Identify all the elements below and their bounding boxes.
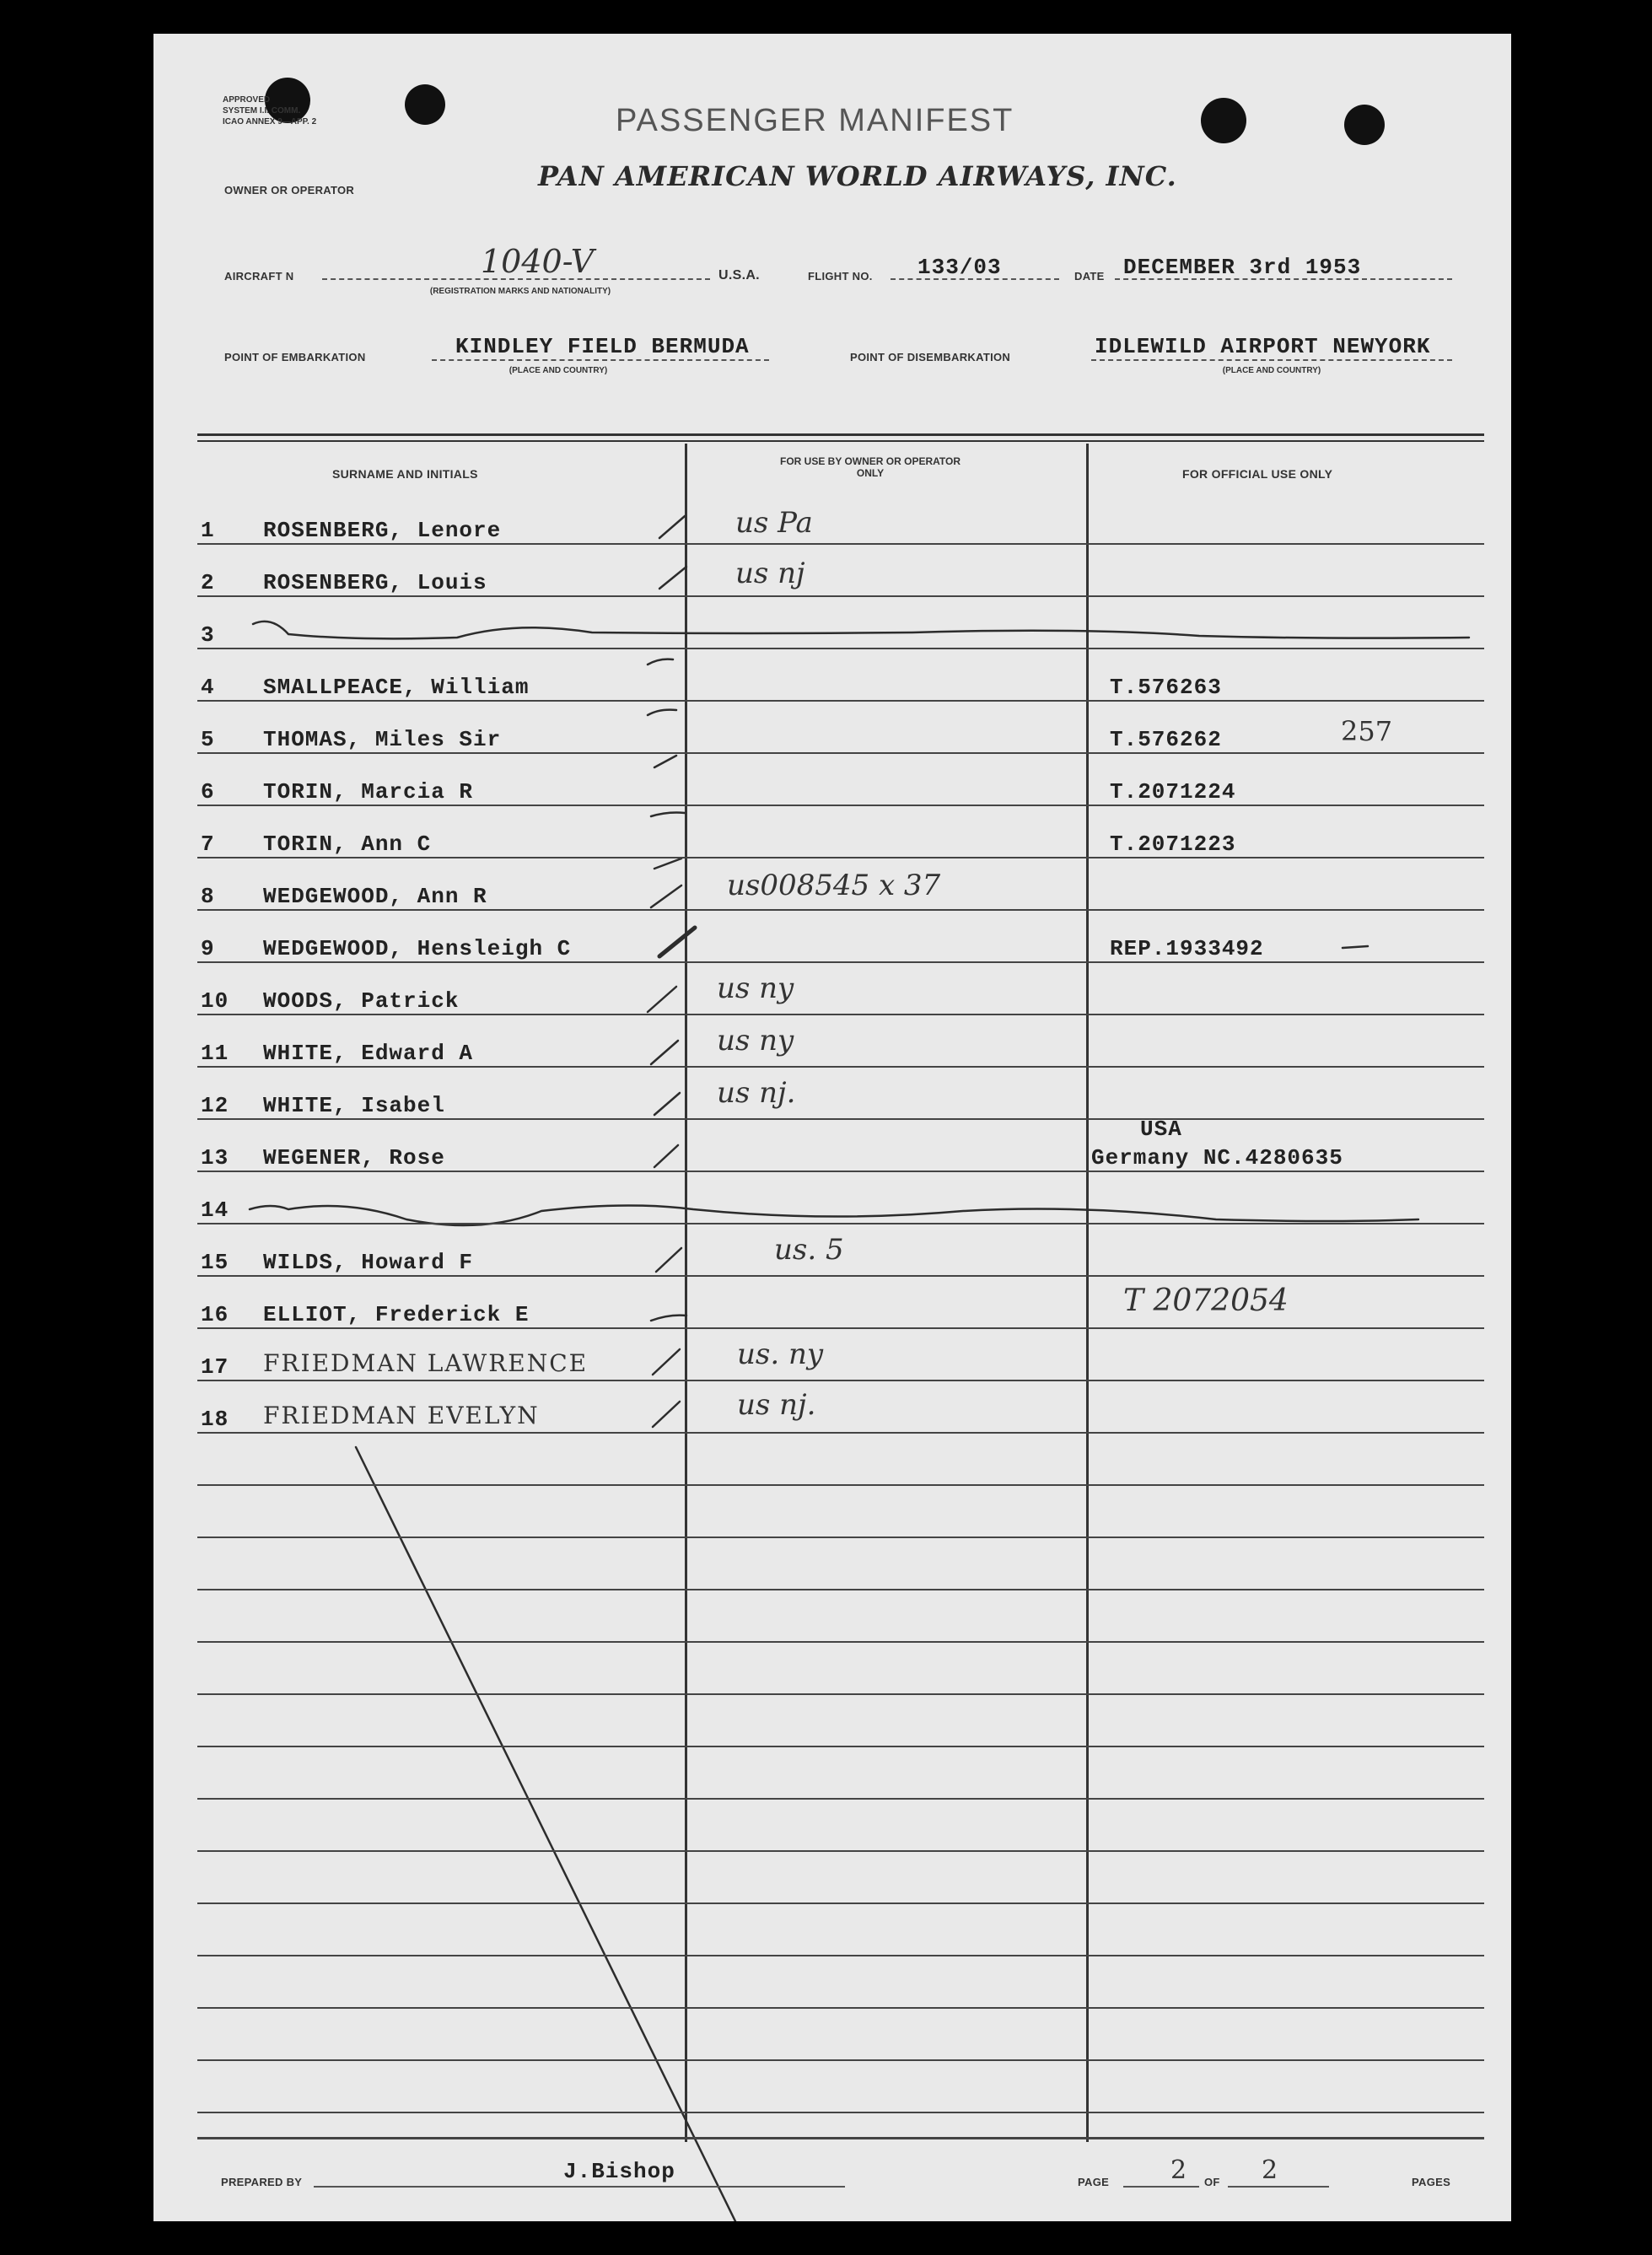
passenger-name: WEDGEWOOD, Hensleigh C [263,936,572,961]
embarkation-caption: (PLACE AND COUNTRY) [509,366,608,375]
passenger-name: FRIEDMAN LAWRENCE [263,1349,589,1377]
row-number: 7 [201,831,215,857]
owner-note: us nj [735,557,805,590]
table-rule [197,752,1484,754]
check-mark [654,1145,678,1167]
flight-value: 133/03 [917,255,1002,280]
owner-note: us008545 x 37 [727,869,941,902]
table-rule [197,1275,1484,1277]
passenger-name: ELLIOT, Frederick E [263,1302,530,1327]
passenger-name: SMALLPEACE, William [263,675,530,700]
table-rule [197,543,1484,545]
table-rule [197,1850,1484,1852]
passenger-name: WHITE, Isabel [263,1093,445,1118]
row-number: 17 [201,1354,229,1380]
owner-note: us. ny [737,1337,824,1371]
table-rule [197,1693,1484,1695]
aircraft-label: AIRCRAFT N [224,270,294,283]
table-rule [197,1118,1484,1120]
table-rule [197,909,1484,911]
table-rule [197,1327,1484,1329]
check-mark [659,516,685,538]
table-rule [197,1432,1484,1434]
disembarkation-caption: (PLACE AND COUNTRY) [1222,366,1321,375]
row-number: 5 [201,727,215,752]
embarkation-value: KINDLEY FIELD BERMUDA [455,334,750,359]
aircraft-nationality: U.S.A. [718,268,760,283]
strike-line [253,622,1469,638]
form-id-line3: ICAO ANNEX 9—APP. 2 [223,117,317,126]
page-value: 2 [1170,2155,1187,2185]
passenger-name: TORIN, Marcia R [263,779,474,805]
page-of-value: 2 [1262,2155,1278,2185]
row-number: 12 [201,1093,229,1118]
table-rule [197,1014,1484,1015]
passenger-name: WEGENER, Rose [263,1145,445,1171]
table-rule [197,1537,1484,1538]
pages-label: PAGES [1412,2176,1451,2188]
row-number: 14 [201,1197,229,1223]
table-rule [197,805,1484,806]
row-number: 1 [201,518,215,543]
page-label: PAGE [1078,2176,1110,2188]
passenger-name: TORIN, Ann C [263,831,432,857]
dash-mark [1343,946,1368,948]
table-rule [197,1223,1484,1224]
disembarkation-label: POINT OF DISEMBARKATION [850,351,1011,363]
col-owner-header: FOR USE BY OWNER OR OPERATOR ONLY [779,455,961,479]
official-note-country: USA [1140,1117,1182,1142]
table-rule [197,2112,1484,2113]
official-note: T.576263 [1110,675,1222,700]
check-mark [654,1093,680,1115]
table-rule [197,1380,1484,1381]
pen-marks [153,34,1511,2221]
row-number: 18 [201,1407,229,1432]
row-number: 6 [201,779,215,805]
check-mark [648,659,673,665]
flight-label: FLIGHT NO. [808,270,873,283]
check-mark [648,710,676,715]
check-mark [659,928,695,956]
row-number: 10 [201,988,229,1014]
owner-note: us nj. [737,1388,816,1422]
row-number: 11 [201,1041,229,1066]
passenger-name: FRIEDMAN EVELYN [263,1402,540,1429]
table-rule [197,2059,1484,2061]
official-note: T.2071224 [1110,779,1236,805]
row-number: 13 [201,1145,229,1171]
row-number: 3 [201,622,215,648]
check-mark [651,1316,686,1321]
prepared-label: PREPARED BY [221,2176,303,2188]
passenger-name: WILDS, Howard F [263,1250,474,1275]
diagonal-line [356,1447,735,2221]
table-rule [197,1066,1484,1068]
row-number: 15 [201,1250,229,1275]
table-rule [197,1746,1484,1747]
table-rule [197,1902,1484,1904]
table-rule [197,1955,1484,1956]
table-rule [197,961,1484,963]
side-note: 257 [1341,715,1393,747]
check-mark [659,567,686,589]
passenger-name: THOMAS, Miles Sir [263,727,502,752]
check-mark [651,885,681,907]
date-label: DATE [1074,270,1105,283]
form-id-line2: SYSTEM I.I. COMM. [223,106,301,116]
col-official-header: FOR OFFICIAL USE ONLY [1182,467,1333,481]
table-rule [197,595,1484,597]
form-id-line1: APPROVED [223,95,271,105]
table-rule [197,1484,1484,1486]
owner-label: OWNER OR OPERATOR [224,184,355,196]
official-note: REP.1933492 [1110,936,1264,961]
table-rule [197,857,1484,858]
row-number: 4 [201,675,215,700]
row-number: 16 [201,1302,229,1327]
row-number: 9 [201,936,215,961]
check-mark [656,1248,681,1272]
embarkation-label: POINT OF EMBARKATION [224,351,366,363]
passenger-name: WEDGEWOOD, Ann R [263,884,487,909]
table-rule [197,1798,1484,1800]
official-note: T 2072054 [1123,1284,1289,1318]
col-surname-header: SURNAME AND INITIALS [332,467,478,481]
owner-note: us nj. [717,1076,796,1110]
page-title: PASSENGER MANIFEST [616,103,1014,138]
table-rule [197,1171,1484,1172]
table-rule [197,1641,1484,1643]
check-mark [653,1349,680,1375]
passenger-name: ROSENBERG, Lenore [263,518,502,543]
passenger-name: WOODS, Patrick [263,988,460,1014]
owner-note: us. 5 [774,1233,844,1267]
row-number: 8 [201,884,215,909]
page-of-label: OF [1204,2176,1220,2188]
owner-note: us ny [717,971,794,1005]
owner-note: us Pa [735,506,813,540]
table-rule [197,2007,1484,2009]
check-mark [651,813,685,817]
table-rule [197,1589,1484,1590]
check-mark [651,1041,678,1064]
prepared-value: J.Bishop [563,2159,675,2184]
owner-note: us ny [717,1024,794,1058]
manifest-sheet [153,34,1511,2221]
company-name: PAN AMERICAN WORLD AIRWAYS, INC. [538,160,1177,192]
official-note: T.576262 [1110,727,1222,752]
table-rule [197,700,1484,702]
aircraft-value: 1040-V [481,243,595,280]
table-bottom-rule [197,2137,1484,2139]
official-note: T.2071223 [1110,831,1236,857]
check-mark [654,756,676,767]
date-value: DECEMBER 3rd 1953 [1123,255,1362,280]
disembarkation-value: IDLEWILD AIRPORT NEWYORK [1095,334,1431,359]
passenger-name: ROSENBERG, Louis [263,570,487,595]
official-note: Germany NC.4280635 [1091,1145,1343,1171]
passenger-name: WHITE, Edward A [263,1041,474,1066]
check-mark [648,987,676,1012]
row-number: 2 [201,570,215,595]
table-rule [197,648,1484,649]
check-mark [653,1402,680,1427]
aircraft-caption: (REGISTRATION MARKS AND NATIONALITY) [429,287,611,296]
check-mark [654,858,681,869]
